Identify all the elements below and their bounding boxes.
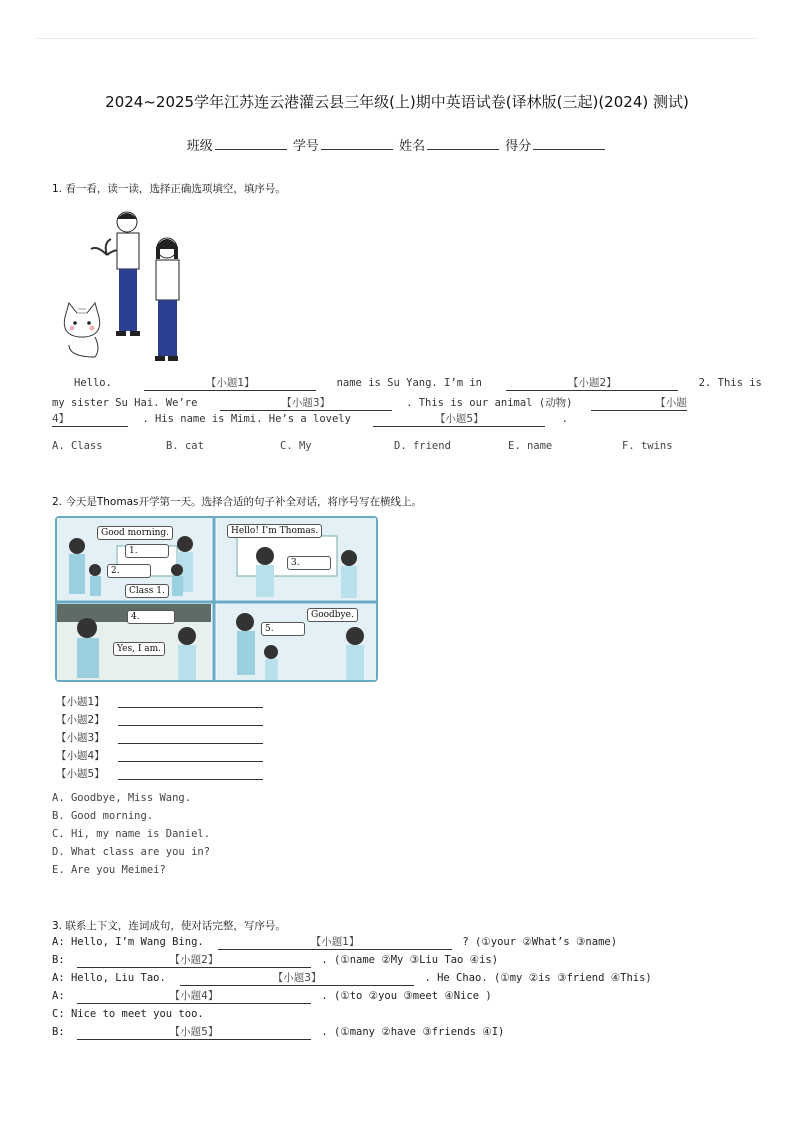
q3-blank-4[interactable]: 【小题4】 — [77, 990, 311, 1004]
q3-row-6 — [52, 1026, 504, 1040]
q1-option-c[interactable]: C. My — [280, 440, 312, 452]
q1-option-a[interactable]: A. Class — [52, 440, 103, 452]
q3-blank-1[interactable]: 【小题1】 — [218, 936, 452, 950]
q2-sub-4-label: 【小题4】 — [56, 750, 105, 762]
id-label: 学号 — [292, 139, 319, 154]
q1-prompt: 1. 看一看，读一读，选择正确选项填空，填序号。 — [52, 183, 286, 195]
q3-row-3 — [52, 972, 652, 986]
q1-text: 2. This is — [698, 377, 762, 389]
q2-option-c[interactable]: C. Hi, my name is Daniel. — [52, 828, 211, 840]
q1-text-line2 — [52, 395, 687, 411]
id-blank[interactable] — [321, 136, 393, 150]
q3-hint: ? (①your ②What’s ③name) — [462, 936, 618, 948]
q2-sub-2-label: 【小题2】 — [56, 714, 105, 726]
bubble-1: 1. — [125, 544, 169, 558]
score-blank[interactable] — [533, 136, 605, 150]
q2-sub-3-blank[interactable] — [118, 742, 263, 744]
q2-option-d[interactable]: D. What class are you in? — [52, 846, 211, 858]
student-info-row — [0, 135, 794, 154]
q1-text: Hello. — [74, 377, 112, 389]
bubble-3: 3. — [287, 556, 331, 570]
q1-text: . — [561, 413, 568, 425]
q2-comic — [55, 516, 378, 682]
comic-art — [57, 518, 376, 680]
bubble-hello-thomas: Hello! I’m Thomas. — [227, 524, 322, 538]
q1-blank-2[interactable]: 【小题2】 — [506, 377, 678, 391]
q1-option-b[interactable]: B. cat — [166, 440, 204, 452]
q3-speaker: B: — [52, 954, 65, 966]
q1-text: . His name is Mimi. He’s a lovely — [142, 413, 351, 425]
bubble-good-morning: Good morning. — [97, 526, 173, 540]
q3-row-2 — [52, 954, 498, 968]
q2-prompt: 2. 今天是Thomas开学第一天。选择合适的句子补全对话，将序号写在横线上。 — [52, 496, 422, 508]
q1-option-e[interactable]: E. name — [508, 440, 553, 452]
score-label: 得分 — [505, 139, 532, 154]
name-blank[interactable] — [427, 136, 499, 150]
q3-row-1 — [52, 936, 617, 950]
q3-row-4 — [52, 990, 492, 1004]
q3-blank-2[interactable]: 【小题2】 — [77, 954, 311, 968]
page-title: 2024~2025学年江苏连云港灌云县三年级(上)期中英语试卷(译林版(三起)(2024) 测试) — [105, 93, 689, 111]
q1-option-d[interactable]: D. friend — [394, 440, 451, 452]
q1-text: my sister Su Hai. We’re — [52, 397, 198, 409]
q2-option-a[interactable]: A. Goodbye, Miss Wang. — [52, 792, 192, 804]
q2-option-e[interactable]: E. Are you Meimei? — [52, 864, 166, 876]
q1-blank-5[interactable]: 【小题5】 — [373, 413, 545, 427]
q3-hint: . (①name ②My ③Liu Tao ④is) — [321, 954, 499, 966]
q3-hint: . (①to ②you ③meet ④Nice ) — [321, 990, 492, 1002]
q2-sub-1-label: 【小题1】 — [56, 696, 105, 708]
q3-hint: . He Chao. (①my ②is ③friend ④This) — [424, 972, 652, 984]
q3-blank-3[interactable]: 【小题3】 — [180, 972, 414, 986]
q1-blank-4b[interactable]: 4】 — [52, 413, 128, 427]
bubble-4: 4. — [127, 610, 175, 624]
q1-text: . This is our animal (动物) — [406, 397, 573, 409]
q2-option-b[interactable]: B. Good morning. — [52, 810, 154, 822]
q3-speaker: A: — [52, 990, 65, 1002]
q2-sub-2-blank[interactable] — [118, 724, 263, 726]
q3-row-5 — [52, 1008, 204, 1020]
bubble-yes-i-am: Yes, I am. — [113, 642, 165, 656]
header-divider — [36, 38, 758, 39]
q3-speaker: A: Hello, I’m Wang Bing. — [52, 936, 204, 948]
q1-blank-4a[interactable]: 【小题 — [591, 397, 687, 411]
q3-blank-5[interactable]: 【小题5】 — [77, 1026, 311, 1040]
q3-speaker: A: Hello, Liu Tao. — [52, 972, 166, 984]
q1-option-f[interactable]: F. twins — [622, 440, 673, 452]
q1-blank-3[interactable]: 【小题3】 — [220, 397, 392, 411]
q2-sub-4-blank[interactable] — [118, 760, 263, 762]
q2-sub-3-label: 【小题3】 — [56, 732, 105, 744]
q3-speaker: B: — [52, 1026, 65, 1038]
q1-text-line3 — [52, 413, 568, 427]
bubble-goodbye: Goodbye. — [307, 608, 358, 622]
q1-text: name is Su Yang. I’m in — [336, 377, 482, 389]
q3-prompt: 3. 联系上下文，连词成句，使对话完整，写序号。 — [52, 920, 286, 932]
q2-sub-5-blank[interactable] — [118, 778, 263, 780]
q2-sub-1-blank[interactable] — [118, 706, 263, 708]
class-blank[interactable] — [215, 136, 287, 150]
q1-illustration — [55, 205, 195, 365]
q2-sub-5-label: 【小题5】 — [56, 768, 105, 780]
q3-speaker: C: Nice to meet you too. — [52, 1008, 204, 1020]
bubble-5: 5. — [261, 622, 305, 636]
q1-text-line1 — [74, 377, 762, 391]
name-label: 姓名 — [399, 139, 426, 154]
q1-blank-1[interactable]: 【小题1】 — [144, 377, 316, 391]
class-label: 班级 — [186, 139, 213, 154]
q3-hint: . (①many ②have ③friends ④I) — [321, 1026, 505, 1038]
bubble-class-1: Class 1. — [125, 584, 169, 598]
bubble-2: 2. — [107, 564, 151, 578]
